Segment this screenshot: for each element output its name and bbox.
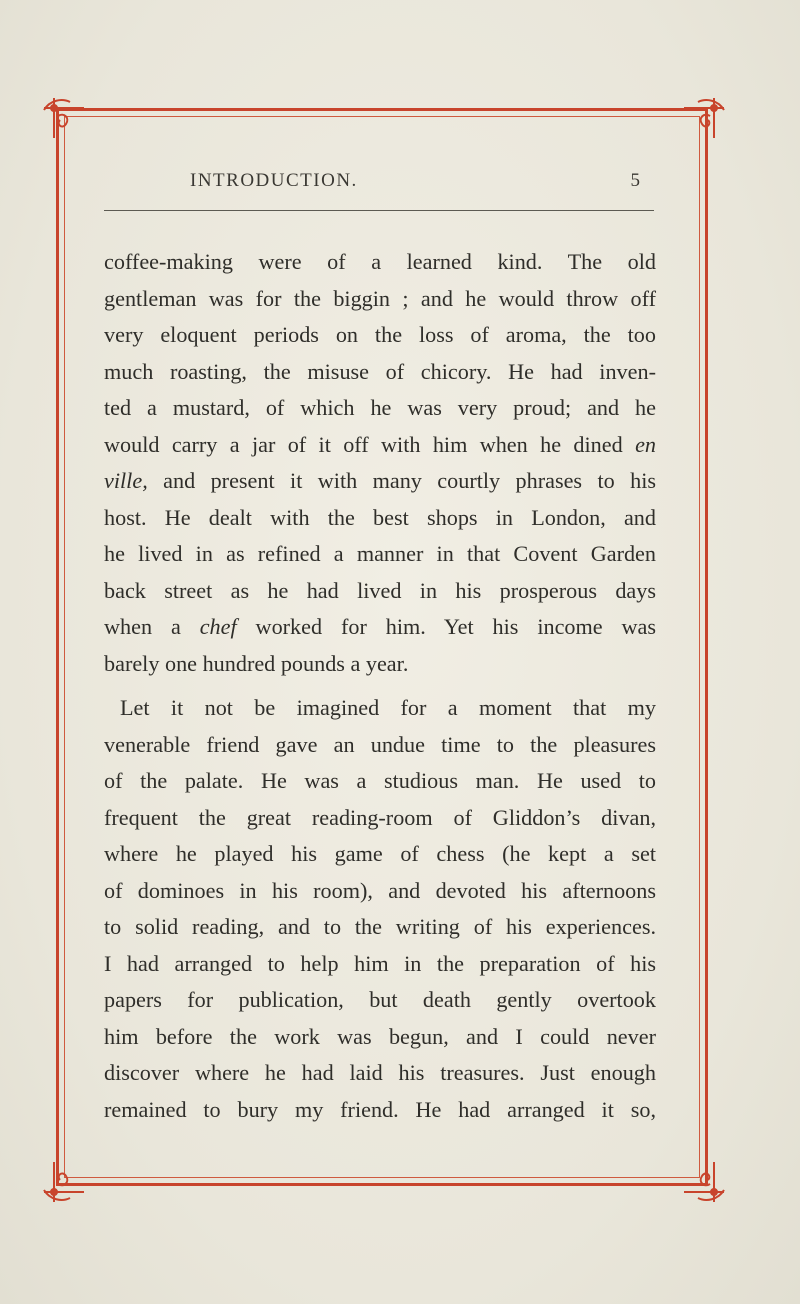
text-line: back street as he had lived in his prosperous days (104, 577, 656, 603)
text-line: coffee-making were of a learned kind. The old (104, 249, 656, 274)
running-head-title: INTRODUCTION. (190, 170, 358, 191)
italic-text: ville, (104, 468, 148, 493)
text-line: frequent the great reading-room of Gliddon’s divan, (104, 804, 656, 830)
corner-ornament-icon (40, 1160, 86, 1206)
text-line: him before the work was begun, and I could never (104, 1023, 656, 1049)
italic-text: chef (199, 614, 237, 639)
paragraph-2 (104, 690, 656, 1128)
text-segment: worked for him. Yet his income was (255, 614, 657, 639)
text-line: papers for publication, but death gently overtook (104, 987, 656, 1012)
text-line: he lived in as refined a manner in that Covent Garden (104, 541, 656, 566)
text-line (104, 427, 656, 464)
text-line: much roasting, the misuse of chicory. He had inven- (104, 358, 656, 384)
text-line (104, 609, 656, 646)
running-head (120, 170, 640, 198)
text-line: discover where he had laid his treasures. Just enough (104, 1060, 656, 1085)
text-line: host. He dealt with the best shops in London, and (104, 504, 656, 530)
text-line: ted a mustard, of which he was very proud; and he (104, 395, 656, 420)
corner-ornament-icon (682, 1160, 728, 1206)
text-line: very eloquent periods on the loss of aroma, the too (104, 322, 656, 347)
text-line: gentleman was for the biggin ; and he would throw off (104, 285, 656, 311)
text-line: barely one hundred pounds a year. (104, 650, 409, 676)
text-line: of the palate. He was a studious man. He used to (104, 768, 656, 793)
text-segment: would carry a jar of it off with him when he dined (104, 431, 623, 457)
text-line (104, 463, 656, 500)
text-line: to solid reading, and to the writing of his experiences. (104, 914, 656, 939)
page-number: 5 (630, 170, 640, 191)
corner-ornament-icon (682, 94, 728, 140)
text-line: where he played his game of chess (he kept a set (104, 841, 656, 866)
header-rule (104, 210, 654, 211)
text-segment: and present it with many courtly phrases to his (163, 468, 657, 493)
corner-ornament-icon (40, 94, 86, 140)
text-line: Let it not be imagined for a moment that my (120, 695, 656, 720)
text-line: venerable friend gave an undue time to the pleasures (104, 731, 656, 757)
text-line: remained to bury my friend. He had arranged it so, (104, 1096, 656, 1122)
text-segment: when a (104, 614, 181, 639)
paragraph-1 (104, 244, 656, 682)
body-text (104, 244, 656, 1128)
text-line: I had arranged to help him in the preparation of his (104, 950, 656, 976)
text-line: of dominoes in his room), and devoted his afternoons (104, 877, 656, 903)
italic-text: en (635, 431, 657, 457)
